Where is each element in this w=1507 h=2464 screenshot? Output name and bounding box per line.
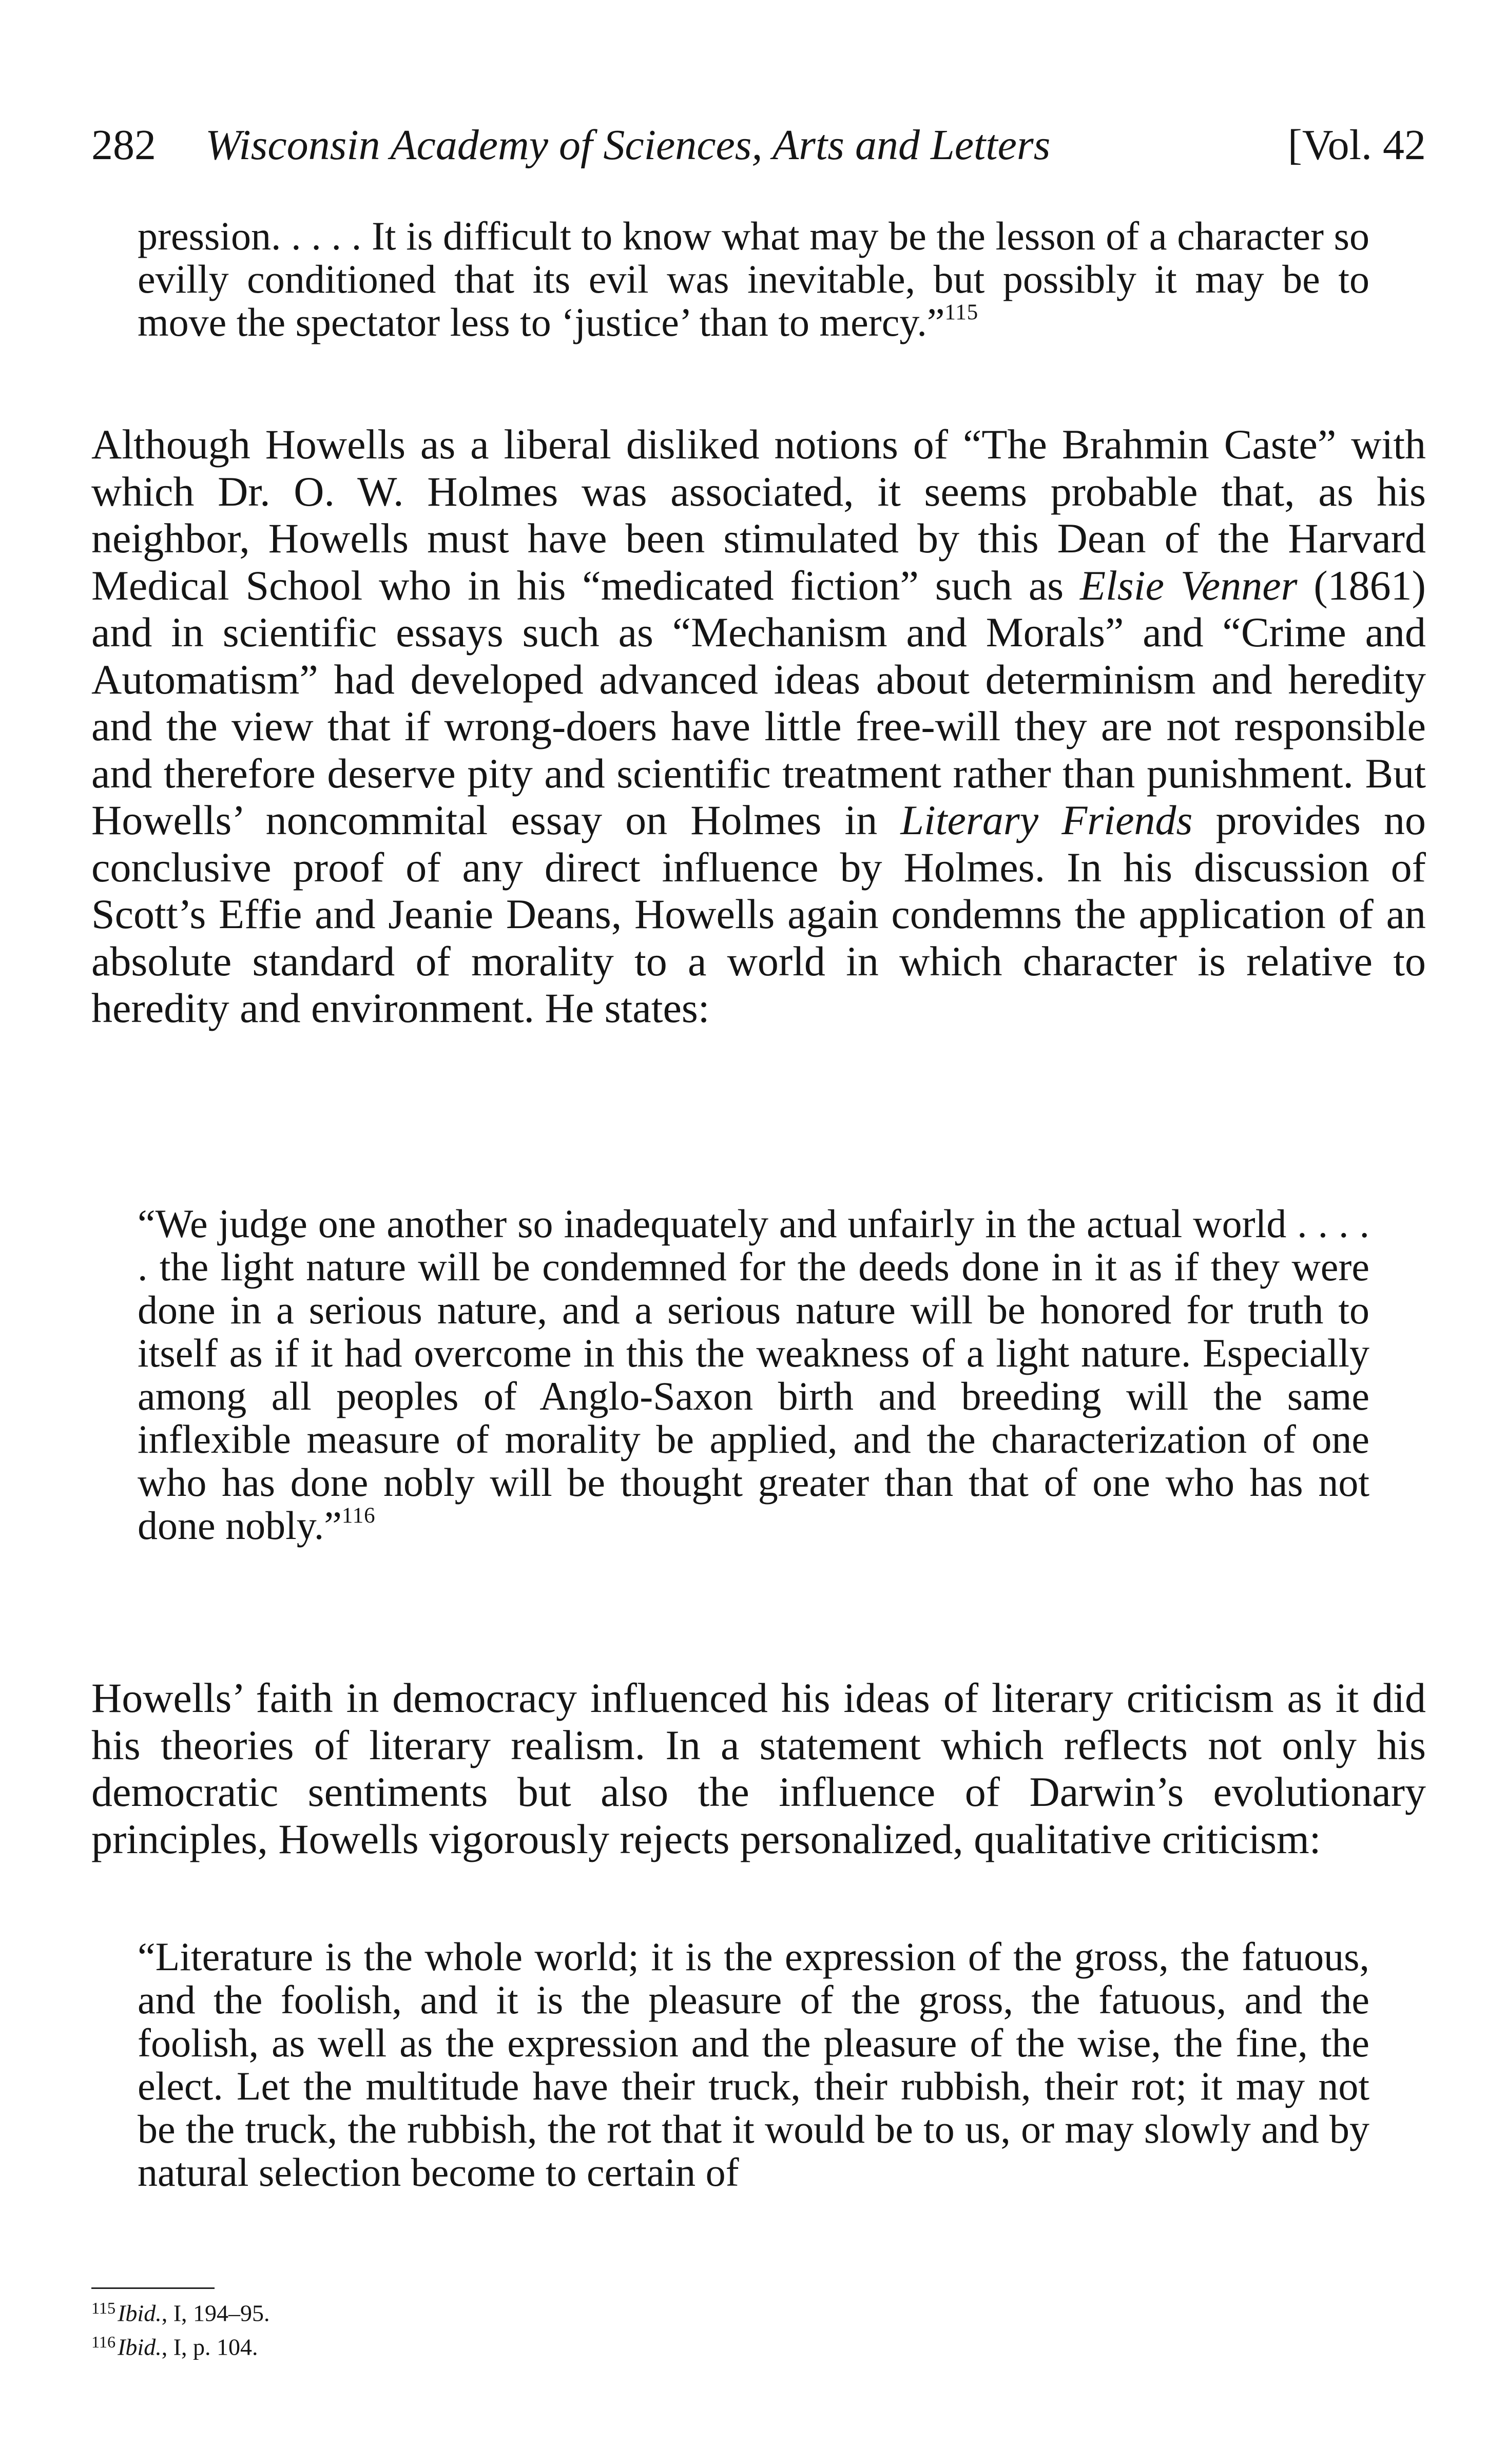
paragraph-1-part-1: Although Howells as a liberal disliked notions of “The Brahmin Caste” with which Dr. O. W. Holmes was associated, it seems probable that, as his neighbor, Howells must have been stimulated by this Dean of the Harvard Medical School who in his “medicated fiction” such as [91, 421, 1426, 609]
footnotes [91, 2294, 707, 2362]
body-paragraph-2 [91, 1674, 1426, 1916]
footnote-detail: , I, p. 104. [161, 2334, 258, 2360]
book-title-literary-friends: Literary Friends [900, 797, 1193, 843]
quote-3-text: “Literature is the whole world; it is the expression of the gross, the fatuous, and the foolish, and it is the pleasure of the gross, the fatuous, and the foolish, as well as the expression and the pleasure of the wise, the fine, the elect. Let the multitude have their truck, their rubbish, their rot; it may not be the truck, the rubbish, the rot that it would be to us, or may slowly and by natural selection become to certain of [138, 1934, 1369, 2194]
body-paragraph-1 [91, 421, 1426, 1222]
paragraph-1-part-3: provides no conclusive proof of any direct influence by Holmes. In his discussion of Scott’s Effie and Jeanie Deans, Howells again condemns the application of an absolute standard of morality to a world in which character is relative to heredity and environment. He states: [91, 797, 1426, 1031]
footnote-number: 116 [91, 2333, 116, 2352]
quote-1-text: pression. . . . . It is difficult to know what may be the lesson of a character so evilly conditioned that its evil was inevitable, but possibly it may be to move the spectator less to ‘justice’ than to mercy.” [138, 214, 1369, 344]
footnote-number: 115 [91, 2299, 116, 2317]
quote-2-text: “We judge one another so inadequately and unfairly in the actual world . . . . . the light nature will be condemned for the deeds done in it as if they were done in a serious nature, and a serious nature will be honored for truth to itself as if it had overcome in this the weakness of a light nature. Especially among all peoples of Anglo-Saxon birth and breeding will the same inflexible measure of morality be applied, and the characterization of one who has done nobly will be thought greater than that of one who has not done nobly.” [138, 1201, 1369, 1548]
footnote-divider [91, 2287, 215, 2289]
footnote-detail: , I, 194–95. [161, 2300, 270, 2326]
footnote-ref-116: 116 [341, 1503, 376, 1528]
page-number: 282 [91, 121, 156, 169]
footnote-116 [91, 2327, 707, 2361]
footnote-source: Ibid. [118, 2334, 162, 2360]
footnote-source: Ibid. [118, 2300, 162, 2326]
footnote-115 [91, 2294, 707, 2327]
block-quote-3 [138, 1935, 1369, 2254]
book-title-elsie-venner: Elsie Venner [1080, 562, 1298, 609]
block-quote-2 [138, 1202, 1369, 1659]
paragraph-2-text: Howells’ faith in democracy influenced his ideas of literary criticism as it did his theories of literary realism. In a statement which reflects not only his democratic sentiments but also the influence of Darwin’s evolutionary principles, Howells vigorously rejects personalized, qualitative criticism: [91, 1674, 1426, 1862]
paragraph-1-part-2: (1861) and in scientific essays such as “Mechanism and Morals” and “Crime and Automatism” had developed advanced ideas about determinism and heredity and the view that if wrong-doers have little free-will they are not responsible and therefore deserve pity and scientific treatment rather than punishment. But Howells’ noncommital essay on Holmes in [91, 562, 1426, 843]
volume-label: [Vol. 42 [1287, 121, 1426, 169]
journal-title: Wisconsin Academy of Sciences, Arts and Letters [205, 121, 1051, 169]
footnote-ref-115: 115 [944, 300, 979, 324]
running-header [91, 117, 1426, 174]
block-quote-1 [138, 215, 1369, 399]
